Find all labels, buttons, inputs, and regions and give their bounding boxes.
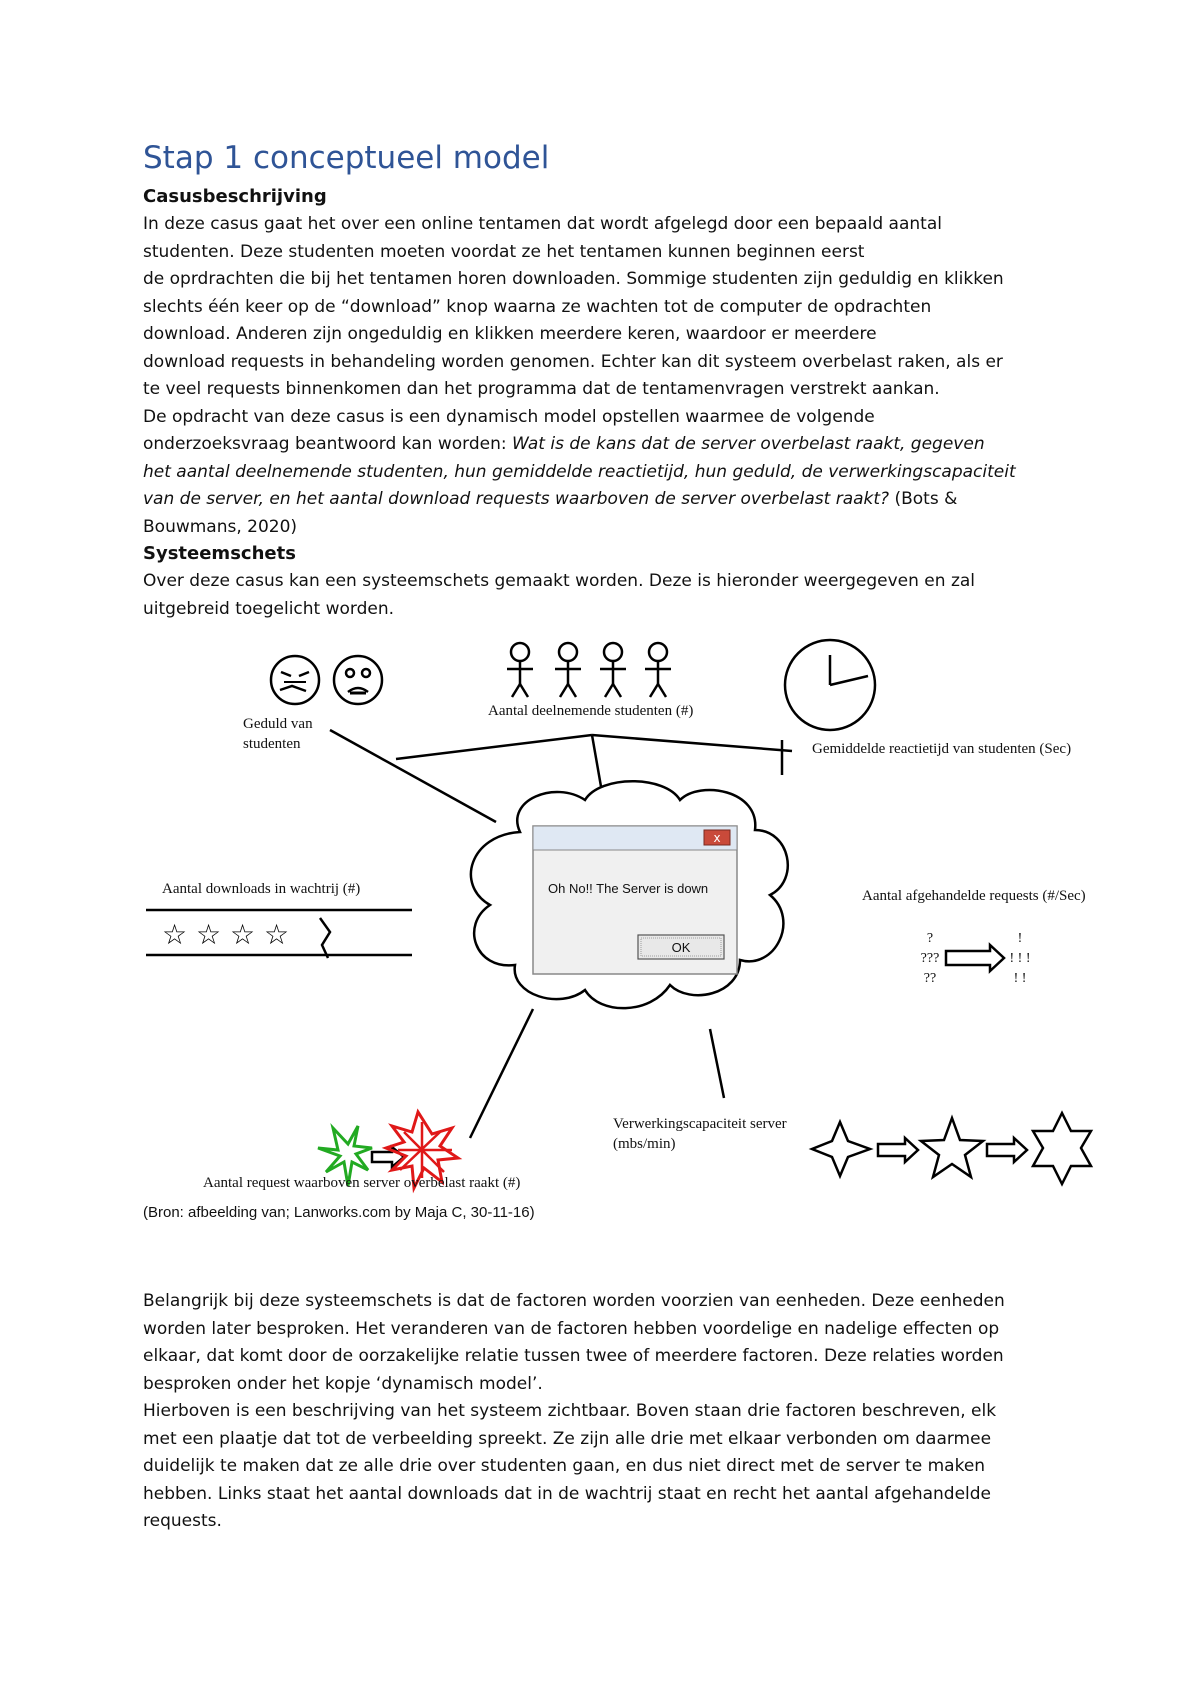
exclamation-marks: ! ! ! <box>1009 951 1031 966</box>
text-fragment: onderzoeksvraag beantwoord kan worden: <box>143 434 512 454</box>
exclamation-marks: ! <box>1017 931 1023 946</box>
label-geduld-line2: studenten <box>243 736 301 752</box>
text-line: besproken onder het kopje ‘dynamisch model’. <box>143 1373 543 1394</box>
text-line: elkaar, dat komt door de oorzakelijke relatie tussen twee of meerdere factoren. Deze relaties worden <box>143 1346 1004 1366</box>
text-line: Belangrijk bij deze systeemschets is dat de factoren worden voorzien van eenheden. Deze eenheden <box>143 1291 1005 1311</box>
label-deelnemende-studenten: Aantal deelnemende studenten (#) <box>488 703 694 719</box>
exclamation-marks: ! ! <box>1013 971 1027 986</box>
label-overbelast-grens: Aantal request waarboven server overbelast raakt (#) <box>203 1175 521 1191</box>
text-line: De opdracht van deze casus is een dynamisch model opstellen waarmee de volgende <box>143 406 875 427</box>
five-point-star-icon <box>921 1118 983 1177</box>
arrow-icon <box>987 1138 1027 1162</box>
text-line: uitgebreid toegelicht worden. <box>143 598 395 619</box>
text-line: duidelijk te maken dat ze alle drie over studenten gaan, en dus niet direct met de server te maken <box>143 1456 986 1476</box>
star-icon: ☆ <box>162 920 188 951</box>
paragraph-casusbeschrijving <box>143 211 1083 541</box>
text-line: studenten. Deze studenten moeten voordat ze het tentamen kunnen beginnen eerst <box>143 241 865 262</box>
close-icon: x <box>713 831 721 845</box>
text-line: hebben. Links staat het aantal downloads dat in de wachtrij staat en recht het aantal afgehandelde <box>143 1483 992 1504</box>
star-icon: ☆ <box>196 920 222 951</box>
paragraph-systeemschets <box>143 568 1083 623</box>
star-icon: ☆ <box>264 920 290 951</box>
citation-line: Bouwmans, 2020) <box>143 516 298 537</box>
text-line: te veel requests binnenkomen dan het programma dat de tentamenvragen verstrekt aankan. <box>143 379 940 399</box>
research-question-line <box>143 431 1083 459</box>
research-question-line <box>143 459 1083 487</box>
label-verwerkingscapaciteit-line2: (mbs/min) <box>613 1136 676 1152</box>
label-verwerkingscapaciteit-line1: Verwerkingscapaciteit server <box>613 1116 787 1132</box>
six-point-star-icon <box>1033 1113 1091 1184</box>
text-line: worden later besproken. Het veranderen van de factoren hebben voordelige en nadelige effecten op <box>143 1318 1000 1339</box>
citation-text: (Bots & <box>889 489 958 509</box>
research-question-line <box>143 486 1083 514</box>
system-sketch-diagram <box>0 620 1200 1200</box>
dialog-message: Oh No!! The Server is down <box>548 881 709 896</box>
heading-systeemschets: Systeemschets <box>143 543 296 564</box>
text-line: Over deze casus kan een systeemschets gemaakt worden. Deze is hieronder weergegeven en zal <box>143 571 976 591</box>
image-caption: (Bron: afbeelding van; Lanworks.com by Maja C, 30-11-16) <box>143 1204 535 1221</box>
text-line: slechts één keer op de “download” knop waarna ze wachten tot de computer de opdrachten <box>143 296 932 317</box>
question-marks: ?? <box>923 971 937 986</box>
arrow-icon <box>946 945 1004 971</box>
star-icon: ☆ <box>230 920 256 951</box>
label-geduld-line1: Geduld van <box>243 716 313 732</box>
server-down-dialog <box>533 826 737 974</box>
text-line: de oprdrachten die bij het tentamen horen downloaden. Sommige studenten zijn geduldig en klikken <box>143 269 1004 289</box>
text-line: Hierboven is een beschrijving van het systeem zichtbaar. Boven staan drie factoren beschreven, elk <box>143 1401 997 1421</box>
text-line: download requests in behandeling worden genomen. Echter kan dit systeem overbelast raken, als er <box>143 351 1003 372</box>
question-marks: ??? <box>920 951 940 966</box>
capacity-shapes <box>812 1113 1091 1184</box>
student-figures-icon <box>507 643 671 697</box>
clock-icon <box>785 640 875 730</box>
label-reactietijd: Gemiddelde reactietijd van studenten (Sec) <box>812 741 1072 757</box>
text-line: requests. <box>143 1511 222 1531</box>
four-point-star-icon <box>812 1122 870 1176</box>
page-title: Stap 1 conceptueel model <box>143 140 550 176</box>
queue-stars <box>162 920 289 951</box>
text-line: download. Anderen zijn ongeduldig en klikken meerdere keren, waardoor er meerdere <box>143 324 877 344</box>
worried-face-icon <box>334 656 382 704</box>
label-afgehandelde-requests: Aantal afgehandelde requests (#/Sec) <box>862 888 1086 904</box>
paragraph-toelichting <box>143 1288 1083 1536</box>
arrow-icon <box>878 1138 918 1162</box>
ok-button-label: OK <box>671 940 691 955</box>
text-line: In deze casus gaat het over een online tentamen dat wordt afgelegd door een bepaald aantal <box>143 214 942 234</box>
question-marks: ? <box>926 931 934 946</box>
label-downloads-wachtrij: Aantal downloads in wachtrij (#) <box>162 881 361 897</box>
text-line: met een plaatje dat tot de verbeelding spreekt. Ze zijn alle drie met elkaar verbonden om daarmee <box>143 1428 992 1449</box>
research-question-text: het aantal deelnemende studenten, hun gemiddelde reactietijd, hun geduld, de verwerkingscapaciteit <box>143 461 1016 482</box>
research-question-text: Wat is de kans dat de server overbelast raakt, gegeven <box>511 434 985 454</box>
angry-face-icon <box>271 656 319 704</box>
heading-casusbeschrijving: Casusbeschrijving <box>143 186 327 207</box>
research-question-text: van de server, en het aantal download requests waarboven de server overbelast raakt? <box>143 489 890 509</box>
